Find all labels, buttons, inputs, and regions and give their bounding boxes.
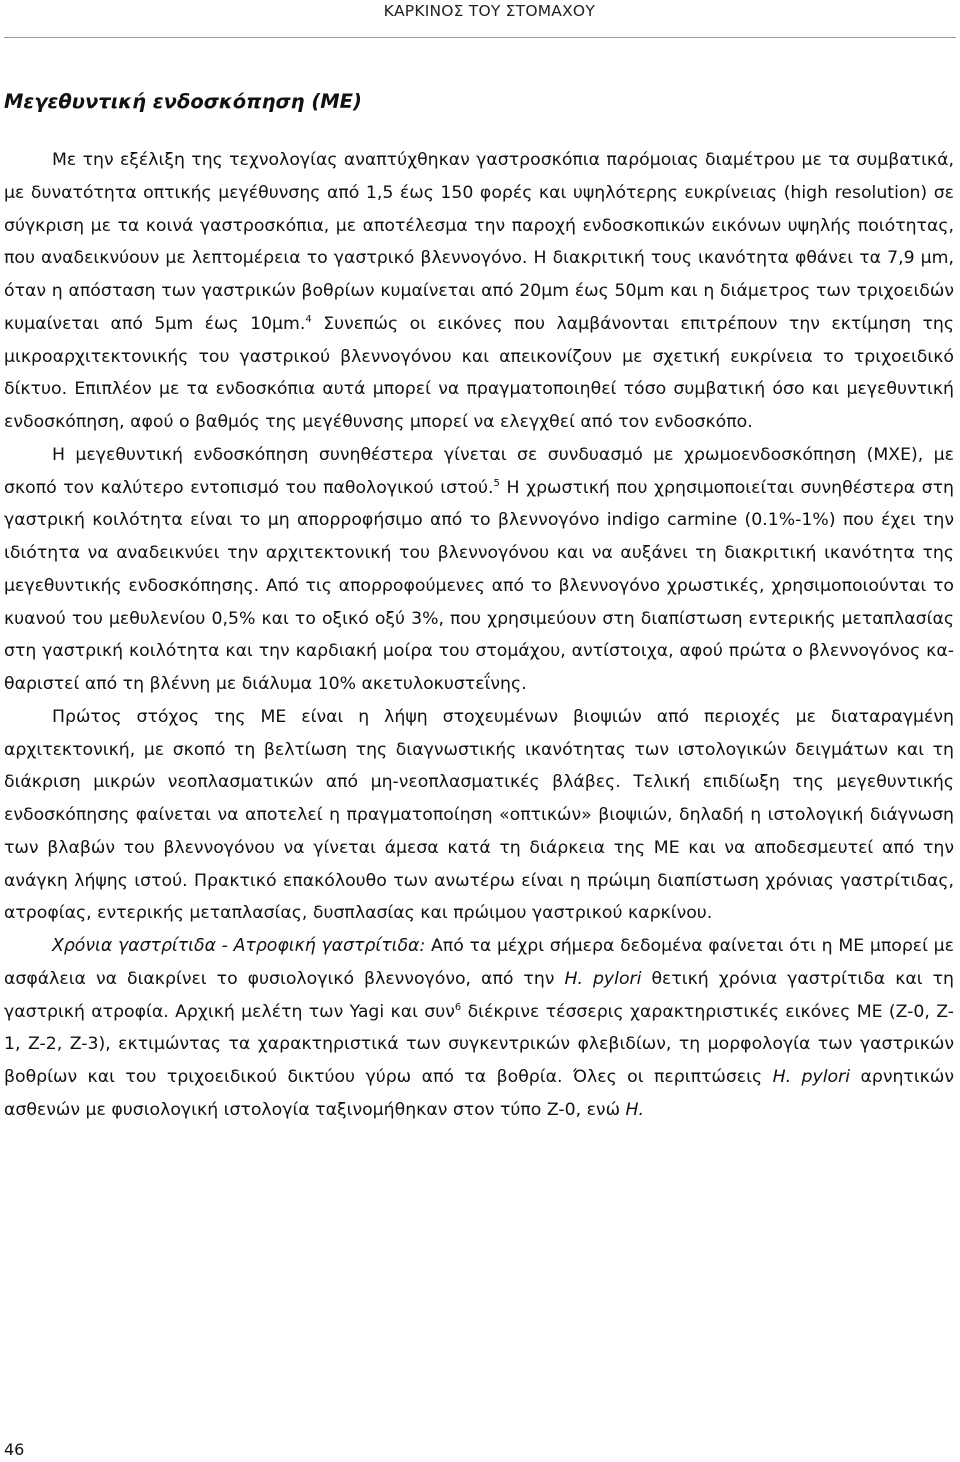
header-divider: [4, 37, 956, 38]
paragraph-4-text-d: αρνητικών ασθενών με φυσιολογική ιστολογία ταξινομήθηκαν στον τύπο Z-0, ενώ: [4, 1067, 954, 1120]
paragraph-4-text-c: διέκρινε τέσσερις χαρακτηριστικές εικόνες ΜΕ (Z-0, Z-1, Z-2, Z-3), εκτιμώντας τα χαρακτηριστικά των συγκεντρικών φλεβιδίων, τη μορφολογία των γαστρικών βοθρίων και του τριχοειδικού δικτύου γύρω από τα βοθρία. Όλες οι περιπτώσεις: [4, 1001, 954, 1087]
paragraph-4: [4, 930, 954, 1127]
paragraph-1-text-a: Με την εξέλιξη της τεχνολογίας αναπτύχθηκαν γαστροσκόπια παρόμοιας διαμέτρου με τα συμβατικά, με δυνατότητα οπτικής μεγέθυνσης από 1,5 έως 150 φορές και υψηλότερης ευκρίνειας (high resolution) σε σύγκριση με τα κοινά γαστροσκόπια, με αποτέλεσμα την παροχή ενδοσκοπικών εικόνων υψηλής ποιότητας, που αναδεικνύουν με λεπτομέρεια το γαστρικό βλεννογόνο. Η διακριτική τους ικανότητα φθάνει τα 7,9 μm, όταν η απόσταση των γαστρικών βοθρίων κυμαίνεται από 20μm έως 50μm και η διάμετρος των τριχοειδών κυμαίνεται από 5μm έως 10μm.: [4, 150, 954, 334]
reference-6: 6: [454, 1001, 462, 1013]
h-pylori-italic-1: H. pylori: [564, 968, 642, 989]
running-header: ΚΑΡΚΙΝΟΣ ΤΟΥ ΣΤΟΜΑΧΟΥ: [383, 2, 595, 20]
paragraph-4-lead-italic: Χρόνια γαστρίτιδα - Ατροφική γαστρίτιδα:: [52, 936, 426, 956]
h-pylori-italic-2: H. pylori: [772, 1067, 851, 1087]
reference-5: 5: [493, 477, 500, 489]
paragraph-2: [4, 439, 954, 701]
paragraph-4-text-a: Από τα μέχρι σήμερα δεδομένα φαίνεται ότι η ΜΕ μπορεί με ασφάλεια να διακρίνει το φυσιολογικό βλεννογόνο, από την: [4, 936, 955, 989]
h-italic-3: H.: [625, 1099, 645, 1120]
paragraph-4-text-b: θετική χρόνια γαστρίτιδα και τη γαστρική ατροφία. Αρχική μελέτη των Yagi και συν: [4, 968, 954, 1022]
paragraph-1-text-b: Συνεπώς οι εικόνες που λαμβάνονται επιτρέπουν την εκτίμηση της μικροαρχιτεκτονικής του γαστρικού βλεννογόνου και απεικονίζουν με σχετική ευκρίνεια το τριχοειδικό δίκτυο. Επιπλέον με τα ενδοσκόπια αυτά μπορεί να πραγματοποιηθεί τόσο συμβατική όσο και μεγεθυντική ενδοσκόπηση, αφού ο βαθμός της μεγέθυνσης μπορεί να ελεγχθεί από τον ενδοσκόπο.: [4, 313, 954, 432]
paragraph-2-text-a: Η μεγεθυντική ενδοσκόπηση συνηθέστερα γίνεται σε συνδυασμό με χρωμοενδοσκόπηση (ΜΧΕ), με σκοπό τον καλύτερο εντοπισμό του παθολογικού ιστού.: [4, 444, 954, 498]
page-number: 46: [4, 1440, 25, 1459]
reference-4: 4: [305, 313, 312, 325]
paragraph-3-text: Πρώτος στόχος της ΜΕ είναι η λήψη στοχευμένων βιοψιών από περιοχές με διαταραγμένη αρχιτεκτονική, με σκοπό τη βελτίωση της διαγνωστικής ικανότητας των ιστολογικών δειγμάτων και τη διάκριση μικρών νεοπλασματικών από μη-νεοπλασματικές βλάβες. Τελική επιδίωξη της μεγεθυντικής ενδοσκόπησης φαίνεται να αποτελεί η πραγματοποίηση «οπτικών» βιοψιών, δηλαδή η ιστολογική διάγνωση των βλαβών του βλεννογόνου να γίνεται άμεσα κατά τη διάρκεια της ΜΕ και να αποδεσμευτεί από την ανάγκη λήψης ιστού. Πρακτικό επακόλουθο των ανωτέρω είναι η πρώιμη διαπίστωση χρόνιας γαστρίτιδας, ατροφίας, εντερικής μεταπλασίας, δυσπλασίας και πρώιμου γαστρικού καρκίνου.: [4, 706, 954, 924]
paragraph-3: [4, 701, 954, 930]
paragraph-1: [4, 144, 954, 439]
paragraph-2-text-b: Η χρωστική που χρησιμοποιείται συνηθέστερα στη γαστρική κοιλότητα είναι το μη απορροφήσιμο από το βλεννογόνο indigo carmine (0.1%-1%) που έχει την ιδιότητα να αναδεικνύει την αρχιτεκτονική του βλεννογόνου και να αυξάνει τη διακριτική ικανότητα της μεγεθυντικής ενδοσκόπησης. Από τις απορροφούμενες από το βλεννογόνο χρωστικές, χρησιμοποιούνται το κυανού του μεθυλενίου 0,5% και το οξικό οξύ 3%, που χρησιμεύουν στη διαπίστωση εντερικής μεταπλασίας στη γαστρική κοιλότητα και την καρδιακή μοίρα του στομάχου, αντίστοιχα, αφού πρώτα ο βλεννογόνος καθαριστεί από τη βλέννη με διάλυμα 10% ακετυλοκυστεΐνης.: [4, 477, 954, 694]
body-text: [4, 144, 954, 1127]
section-title: Μεγεθυντική ενδοσκόπηση (ΜΕ): [4, 90, 362, 113]
